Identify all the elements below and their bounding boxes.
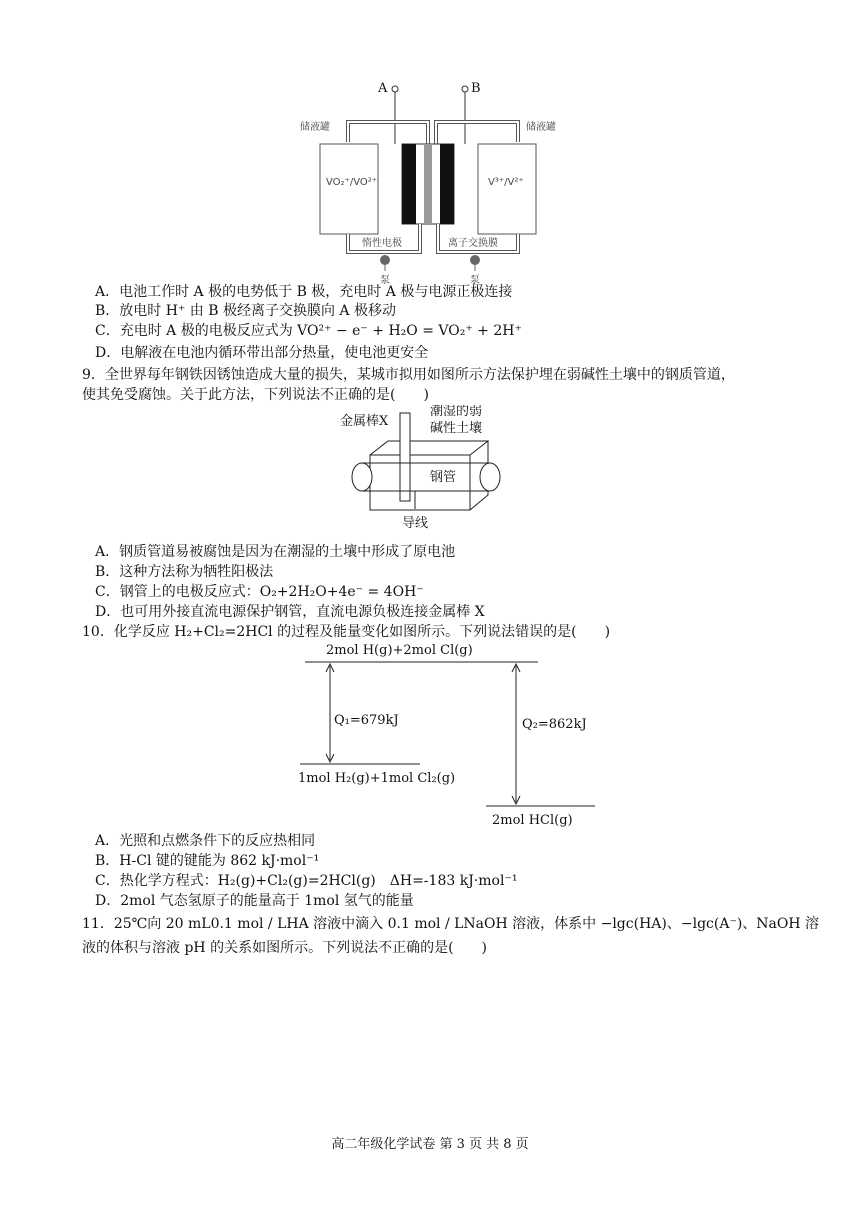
electrode-b xyxy=(440,144,454,224)
electrode-a xyxy=(402,144,416,224)
pump-left-label: 泵 xyxy=(380,275,390,286)
q9-option-d: D．也可用外接直流电源保护钢管，直流电源负极连接金属棒 X xyxy=(95,604,485,620)
tank-left-content: VO₂⁺/VO²⁺ xyxy=(326,177,378,188)
pipe-protection-figure xyxy=(340,405,520,533)
page-footer: 高二年级化学试卷 第 3 页 共 8 页 xyxy=(331,1137,529,1152)
q9-stem-line2: 使其免受腐蚀。关于此方法，下列说法不正确的是( ) xyxy=(82,387,429,403)
q1-label: Q₁=679kJ xyxy=(334,713,399,728)
tank-right-label: 储液罐 xyxy=(526,122,556,133)
q11-stem-line2: 液的体积与溶液 pH 的关系如图所示。下列说法不正确的是( ) xyxy=(82,940,487,956)
q8-option-d: D．电解液在电池内循环带出部分热量，使电池更安全 xyxy=(95,345,429,361)
level-mid-label: 1mol H₂(g)+1mol Cl₂(g) xyxy=(298,771,456,786)
flow-battery-figure xyxy=(290,78,560,290)
level-bottom-label: 2mol HCl(g) xyxy=(492,813,573,828)
electrode-label: 惰性电极 xyxy=(362,238,402,249)
q10-option-d: D．2mol 气态氢原子的能量高于 1mol 氢气的能量 xyxy=(95,893,414,909)
membrane-label: 离子交换膜 xyxy=(448,238,498,249)
rod-label: 金属棒X xyxy=(340,414,389,429)
q9-option-b: B．这种方法称为牺牲阳极法 xyxy=(95,564,274,580)
pump-right-label: 泵 xyxy=(470,275,480,286)
q10-option-b: B．H-Cl 键的键能为 862 kJ·mol⁻¹ xyxy=(95,853,320,869)
soil-label-1: 潮湿的弱 xyxy=(430,405,483,419)
level-top-label: 2mol H(g)+2mol Cl(g) xyxy=(326,643,473,658)
q11-stem-line1: 11．25℃向 20 mL0.1 mol / LHA 溶液中滴入 0.1 mol / LNaOH 溶液，体系中 −lgc(HA)、−lgc(A⁻)、NaOH 溶 xyxy=(82,916,820,932)
terminal-b-label: B xyxy=(471,81,481,96)
q10-stem: 10．化学反应 H₂+Cl₂=2HCl 的过程及能量变化如图所示。下列说法错误的是( ) xyxy=(82,624,611,640)
pump-left-icon xyxy=(380,255,390,265)
q9-option-a: A．钢质管道易被腐蚀是因为在潮湿的土壤中形成了原电池 xyxy=(95,544,456,560)
ion-exchange-membrane xyxy=(424,144,432,224)
q10-option-a: A．光照和点燃条件下的反应热相同 xyxy=(95,833,316,849)
tank-left-label: 储液罐 xyxy=(300,122,330,133)
terminal-a-label: A xyxy=(378,81,388,96)
energy-level-diagram xyxy=(290,640,610,830)
q9-stem-line1: 9．全世界每年钢铁因锈蚀造成大量的损失，某城市拟用如图所示方法保护埋在弱碱性土壤中的钢质管道， xyxy=(82,367,735,383)
q8-option-a: A．电池工作时 A 极的电势低于 B 极，充电时 A 极与电源正极连接 xyxy=(95,284,513,300)
q9-option-c: C．钢管上的电极反应式：O₂+2H₂O+4e⁻ = 4OH⁻ xyxy=(95,584,424,600)
q10-option-c: C．热化学方程式：H₂(g)+Cl₂(g)=2HCl(g) ΔH=-183 kJ·mol⁻¹ xyxy=(95,873,518,889)
q8-option-c: C．充电时 A 极的电极反应式为 VO²⁺ − e⁻ + H₂O = VO₂⁺ + 2H⁺ xyxy=(95,323,522,339)
soil-label-2: 碱性土壤 xyxy=(430,421,483,436)
tank-right-content: V³⁺/V²⁺ xyxy=(488,177,524,188)
pump-right-icon xyxy=(470,255,480,265)
q8-option-b: B．放电时 H⁺ 由 B 极经离子交换膜向 A 极移动 xyxy=(95,303,396,319)
pipe-label: 钢管 xyxy=(430,470,457,485)
q2-label: Q₂=862kJ xyxy=(522,717,587,732)
wire-label: 导线 xyxy=(402,516,429,531)
